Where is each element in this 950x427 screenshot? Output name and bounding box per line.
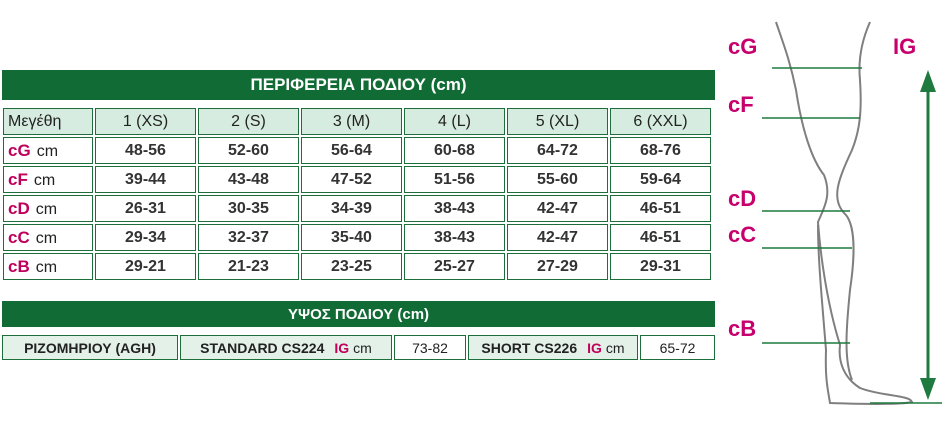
label-cc: cC (728, 222, 757, 247)
row-unit: cm (35, 200, 58, 218)
size-header-row (3, 108, 711, 135)
table-cell: 30-35 (198, 195, 299, 222)
height-label: ΡΙΖΟΜΗΡΙΟΥ (AGH) (2, 335, 178, 360)
row-unit: cm (33, 171, 56, 189)
height-title: ΥΨΟΣ ΠΟΔΙΟΥ (cm) (287, 305, 430, 323)
size-header-xxl: 6 (XXL) (610, 108, 711, 135)
table-cell: 26-31 (95, 195, 196, 222)
size-header-m: 3 (M) (301, 108, 402, 135)
short-name: SHORT CS226 (481, 339, 578, 356)
leg-diagram (720, 0, 950, 427)
label-cd: cD (728, 186, 757, 211)
size-header-xs: 1 (XS) (95, 108, 196, 135)
short-unit: cm (605, 339, 625, 356)
table-cell: 23-25 (301, 253, 402, 280)
table-cell: 27-29 (507, 253, 608, 280)
table-cell: 21-23 (198, 253, 299, 280)
table-cell: 25-27 (404, 253, 505, 280)
label-cf: cF (728, 92, 754, 117)
table-cell: 46-51 (610, 195, 711, 222)
table-cell: 35-40 (301, 224, 402, 251)
height-title-bar (2, 301, 715, 327)
row-label-cf (3, 166, 93, 193)
table-cell: 29-21 (95, 253, 196, 280)
label-ig: IG (893, 34, 917, 59)
circumference-title: ΠΕΡΙΦΕΡΕΙΑ ΠΟΔΙΟΥ (cm) (250, 75, 467, 94)
row-label-cg (3, 137, 93, 164)
row-code: cG (8, 140, 31, 160)
leg-outline-back (837, 22, 870, 380)
standard-cell (180, 335, 392, 360)
row-code: cD (8, 198, 30, 218)
table-cell: 60-68 (404, 137, 505, 164)
table-cell: 68-76 (610, 137, 711, 164)
table-cell: 59-64 (610, 166, 711, 193)
table-cell: 29-31 (610, 253, 711, 280)
row-label-cb (3, 253, 93, 280)
table-row (3, 253, 711, 280)
standard-value: 73-82 (394, 335, 466, 360)
table-cell: 46-51 (610, 224, 711, 251)
table-cell: 42-47 (507, 195, 608, 222)
table-cell: 29-34 (95, 224, 196, 251)
row-code: cF (8, 169, 28, 189)
standard-unit: cm (353, 339, 372, 356)
height-row (2, 335, 717, 360)
size-header-s: 2 (S) (198, 108, 299, 135)
table-cell: 39-44 (95, 166, 196, 193)
table-row (3, 224, 711, 251)
row-label-cc (3, 224, 93, 251)
size-header-label: Μεγέθη (3, 108, 93, 135)
standard-code: IG (334, 339, 350, 356)
table-cell: 52-60 (198, 137, 299, 164)
ig-arrow-top (920, 70, 936, 92)
row-code: cB (8, 256, 30, 276)
table-cell: 64-72 (507, 137, 608, 164)
short-code: IG (587, 339, 602, 356)
row-unit: cm (36, 142, 59, 160)
label-cg: cG (728, 34, 758, 59)
table-cell: 56-64 (301, 137, 402, 164)
table-cell: 38-43 (404, 224, 505, 251)
table-cell: 34-39 (301, 195, 402, 222)
table-cell: 42-47 (507, 224, 608, 251)
table-row (3, 195, 711, 222)
label-cb: cB (728, 316, 757, 341)
short-cell (468, 335, 638, 360)
size-table (1, 106, 713, 282)
row-unit: cm (35, 229, 58, 247)
short-value: 65-72 (640, 335, 715, 360)
table-cell: 47-52 (301, 166, 402, 193)
table-row (3, 166, 711, 193)
table-cell: 38-43 (404, 195, 505, 222)
row-unit: cm (35, 258, 58, 276)
ig-arrow-bottom (920, 378, 936, 400)
size-header-xl: 5 (XL) (507, 108, 608, 135)
standard-name: STANDARD CS224 (200, 339, 325, 356)
size-header-l: 4 (L) (404, 108, 505, 135)
table-row (3, 137, 711, 164)
table-cell: 55-60 (507, 166, 608, 193)
table-cell: 51-56 (404, 166, 505, 193)
row-code: cC (8, 227, 30, 247)
table-cell: 48-56 (95, 137, 196, 164)
table-cell: 32-37 (198, 224, 299, 251)
row-label-cd (3, 195, 93, 222)
table-cell: 43-48 (198, 166, 299, 193)
circumference-title-bar (2, 70, 715, 100)
